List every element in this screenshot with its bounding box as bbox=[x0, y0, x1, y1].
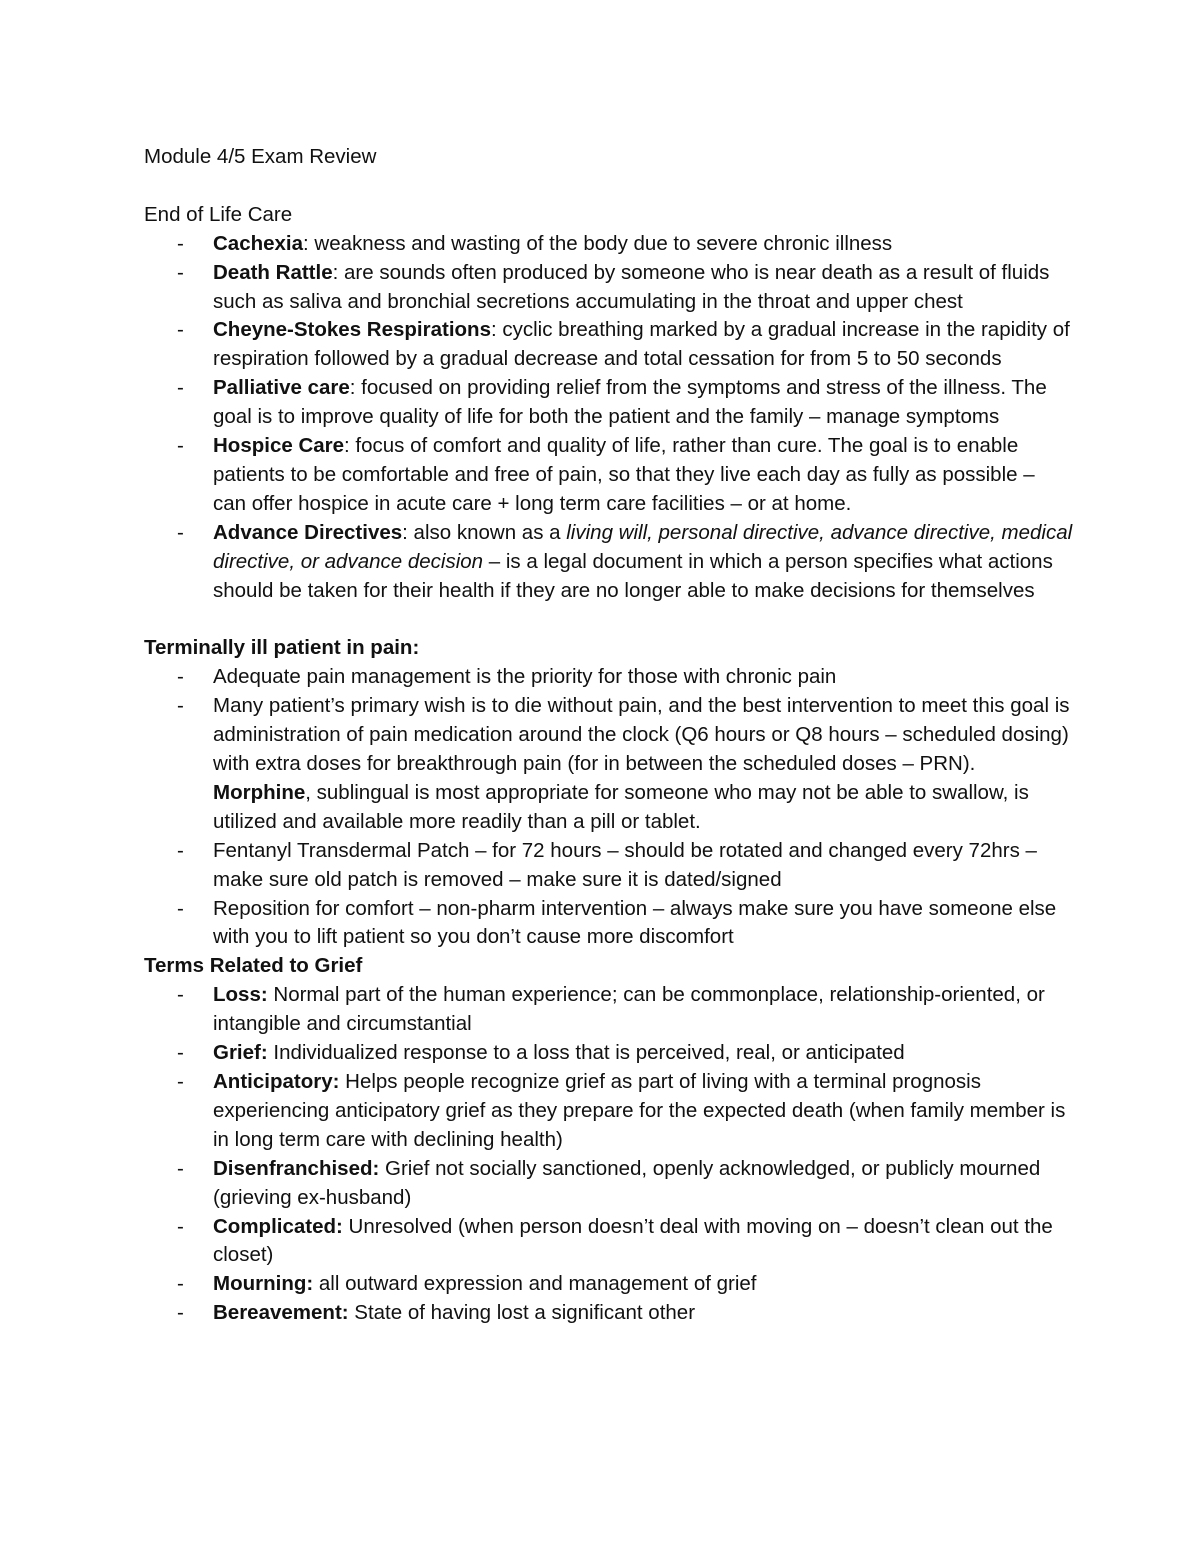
list-item-disenfranchised bbox=[144, 1155, 1064, 1213]
term-definition: Grief not socially sanctioned, openly acknowledged, or publicly mourned (grieving ex-husband) bbox=[213, 1156, 1041, 1209]
term-label: Morphine bbox=[213, 780, 306, 804]
list-item-advance-directives bbox=[144, 519, 1073, 606]
list-item-anticipatory bbox=[144, 1068, 1064, 1155]
list-item-cachexia bbox=[144, 230, 1064, 259]
list-item-fentanyl-patch bbox=[144, 837, 1064, 895]
dash-bullet: - bbox=[177, 1301, 184, 1325]
blank-line bbox=[144, 172, 1064, 201]
grief-terms-list bbox=[144, 981, 1064, 1328]
list-item-reposition bbox=[144, 895, 1064, 953]
term-definition: : weakness and wasting of the body due to severe chronic illness bbox=[303, 231, 893, 255]
dash-bullet: - bbox=[177, 434, 184, 458]
term-definition: : focused on providing relief from the symptoms and stress of the illness. The goal is to improve quality of life for both the patient and the family – manage symptoms bbox=[213, 376, 1047, 429]
term-label: Mourning: bbox=[213, 1272, 314, 1296]
dash-bullet: - bbox=[177, 520, 184, 544]
document-title: Module 4/5 Exam Review bbox=[144, 145, 377, 168]
list-item-bereavement bbox=[144, 1299, 1064, 1328]
term-label: Bereavement: bbox=[213, 1301, 349, 1325]
term-definition-intro: : also known as a bbox=[402, 520, 567, 544]
dash-bullet: - bbox=[177, 1069, 184, 1093]
term-label: Loss: bbox=[213, 983, 268, 1007]
term-label: Cachexia bbox=[213, 231, 304, 255]
dash-bullet: - bbox=[177, 260, 184, 284]
dash-bullet: - bbox=[177, 838, 184, 862]
item-text-rest: , sublingual is most appropriate for someone who may not be able to swallow, is utilized and available more readily than a pill or tablet. bbox=[213, 780, 1029, 833]
term-definition: Helps people recognize grief as part of living with a terminal prognosis experiencing anticipatory grief as they prepare for the expected death (when family member is in long term care with declining health) bbox=[213, 1069, 1066, 1151]
dash-bullet: - bbox=[177, 694, 184, 718]
dash-bullet: - bbox=[177, 1214, 184, 1238]
term-definition: : cyclic breathing marked by a gradual increase in the rapidity of respiration followed by a gradual decrease and total cessation for from 5 to 50 seconds bbox=[213, 318, 1070, 371]
dash-bullet: - bbox=[177, 318, 184, 342]
term-definition: Unresolved (when person doesn’t deal with moving on – doesn’t clean out the closet) bbox=[213, 1214, 1053, 1267]
list-item-pain-management bbox=[144, 663, 1064, 692]
term-label: Anticipatory: bbox=[213, 1069, 340, 1093]
document-body bbox=[144, 143, 1073, 1328]
section-heading-grief: Terms Related to Grief bbox=[144, 954, 363, 978]
item-text: Adequate pain management is the priority for those with chronic pain bbox=[213, 665, 837, 689]
blank-line bbox=[144, 605, 1064, 634]
term-definition: : focus of comfort and quality of life, rather than cure. The goal is to enable patients to be comfortable and free of pain, so that they live each day as fully as possible – can offer hospice in acute care + long term care facilities – or at home. bbox=[213, 434, 1035, 515]
end-of-life-list bbox=[144, 230, 1073, 606]
dash-bullet: - bbox=[177, 1156, 184, 1180]
term-label: Disenfranchised: bbox=[213, 1156, 380, 1180]
term-label: Palliative care bbox=[213, 376, 350, 400]
term-definition: Individualized response to a loss that is perceived, real, or anticipated bbox=[267, 1041, 905, 1065]
list-item-hospice-care bbox=[144, 432, 1064, 519]
list-item-grief bbox=[144, 1039, 1064, 1068]
term-definition: all outward expression and management of grief bbox=[313, 1272, 757, 1296]
dash-bullet: - bbox=[177, 983, 184, 1007]
section-heading-terminally-ill: Terminally ill patient in pain: bbox=[144, 636, 420, 660]
term-definition: : are sounds often produced by someone who is near death as a result of fluids such as saliva and bronchial secretions accumulating in the throat and upper chest bbox=[213, 260, 1050, 313]
list-item-mourning bbox=[144, 1270, 1064, 1299]
term-definition: State of having lost a significant other bbox=[348, 1301, 696, 1325]
dash-bullet: - bbox=[177, 896, 184, 920]
term-definition-rest: – is a legal document in which a person specifies what actions should be taken for their health if they are no longer able to make decisions for themselves bbox=[213, 549, 1053, 602]
list-item-cheyne-stokes bbox=[144, 316, 1070, 374]
item-text: Reposition for comfort – non-pharm intervention – always make sure you have someone else with you to lift patient so you don’t cause more discomfort bbox=[213, 896, 1057, 949]
term-label: Advance Directives bbox=[213, 520, 403, 544]
term-label: Hospice Care bbox=[213, 434, 345, 458]
term-label: Death Rattle bbox=[213, 260, 333, 284]
item-text-intro: Many patient’s primary wish is to die without pain, and the best intervention to meet this goal is administration of pain medication around the clock (Q6 hours or Q8 hours – scheduled dosing) with extra doses for breakthrough pain (for in between the scheduled doses – PRN). bbox=[213, 694, 1070, 775]
list-item-complicated bbox=[144, 1213, 1064, 1271]
term-label: Grief: bbox=[213, 1041, 268, 1065]
terminally-ill-list bbox=[144, 663, 1070, 952]
term-definition: Normal part of the human experience; can be commonplace, relationship-oriented, or intangible and circumstantial bbox=[213, 983, 1045, 1036]
dash-bullet: - bbox=[177, 376, 184, 400]
term-synonyms-italic: living will, personal directive, advance directive, medical directive, or advance decision bbox=[213, 520, 1073, 573]
dash-bullet: - bbox=[177, 231, 184, 255]
list-item-death-rattle bbox=[144, 259, 1064, 317]
dash-bullet: - bbox=[177, 1272, 184, 1296]
list-item-loss bbox=[144, 981, 1064, 1039]
list-item-palliative-care bbox=[144, 374, 1064, 432]
term-label: Complicated: bbox=[213, 1214, 343, 1238]
list-item-pain-medication bbox=[144, 692, 1070, 837]
term-label: Cheyne-Stokes Respirations bbox=[213, 318, 491, 342]
item-text: Fentanyl Transdermal Patch – for 72 hours – should be rotated and changed every 72hrs – make sure old patch is removed – make sure it is dated/signed bbox=[213, 838, 1037, 891]
dash-bullet: - bbox=[177, 1041, 184, 1065]
section-heading-end-of-life: End of Life Care bbox=[144, 202, 293, 226]
dash-bullet: - bbox=[177, 665, 184, 689]
